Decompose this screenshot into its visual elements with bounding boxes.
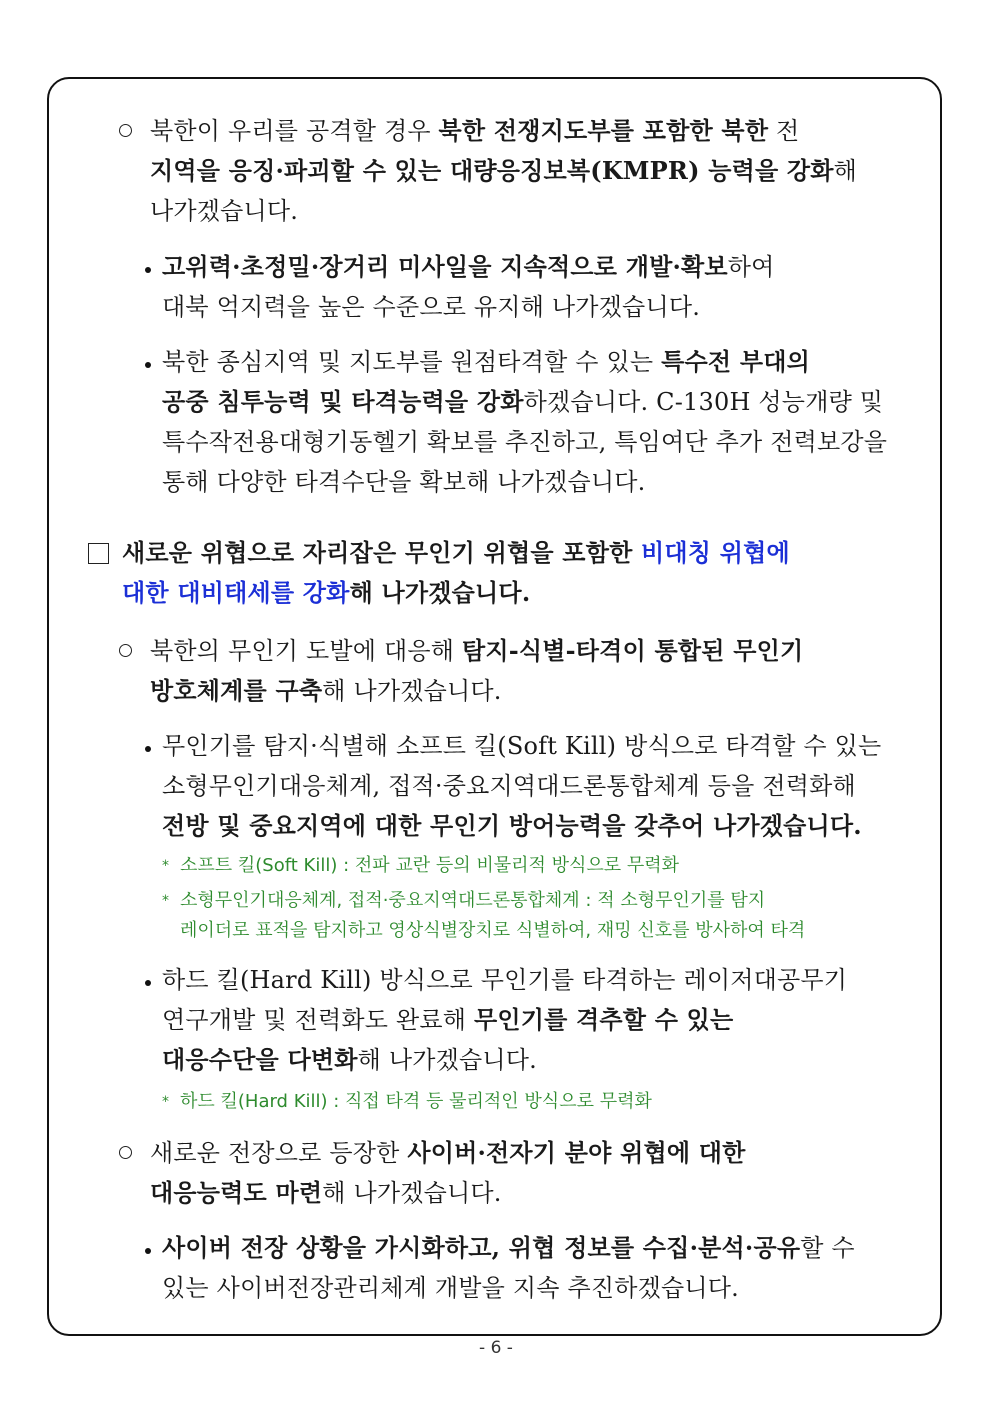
section-heading: 새로운 위협으로 자리잡은 무인기 위협을 포함한 비대칭 위협에: [122, 538, 790, 567]
text-line: 고위력·초정밀·장거리 미사일을 지속적으로 개발·확보하여: [162, 252, 775, 281]
note-text: 소형무인기대응체계, 접적·중요지역대드론통합체계 : 적 소형무인기를 탐지: [180, 890, 766, 911]
text-line: 새로운 전장으로 등장한 사이버·전자기 분야 위협에 대한: [150, 1138, 746, 1167]
text-line: 연구개발 및 전력화도 완료해 무인기를 격추할 수 있는: [162, 1005, 734, 1034]
text-line: 전방 및 중요지역에 대한 무인기 방어능력을 갖추어 나가겠습니다.: [162, 811, 862, 840]
circle-bullet-icon: [119, 124, 132, 137]
text-line: 방호체계를 구축해 나가겠습니다.: [150, 676, 502, 705]
text-line: 북한이 우리를 공격할 경우 북한 전쟁지도부를 포함한 북한 전: [150, 116, 800, 145]
text-line: 대응수단을 다변화해 나가겠습니다.: [162, 1045, 537, 1074]
bullet-dot-icon: [145, 980, 151, 986]
text-line: 대북 억지력을 높은 수준으로 유지해 나가겠습니다.: [162, 293, 701, 321]
text-line: 통해 다양한 타격수단을 확보해 나가겠습니다.: [162, 468, 646, 496]
bullet-dot-icon: [145, 746, 151, 752]
bullet-dot-icon: [145, 362, 151, 368]
text-line: 북한의 무인기 도발에 대응해 탐지-식별-타격이 통합된 무인기: [150, 636, 804, 665]
text-line: 나가겠습니다.: [150, 197, 299, 225]
bullet-dot-icon: [145, 267, 151, 273]
square-bullet-icon: [88, 543, 109, 564]
note-text: 소프트 킬(Soft Kill) : 전파 교란 등의 비물리적 방식으로 무력화: [180, 855, 680, 876]
note-text: 하드 킬(Hard Kill) : 직접 타격 등 물리적인 방식으로 무력화: [180, 1091, 652, 1112]
text-line: 소형무인기대응체계, 접적·중요지역대드론통합체계 등을 전력화해: [162, 772, 856, 800]
bullet-dot-icon: [145, 1248, 151, 1254]
note-asterisk-icon: *: [162, 893, 169, 909]
section-heading: 대한 대비태세를 강화해 나가겠습니다.: [122, 578, 531, 607]
note-text: 레이더로 표적을 탐지하고 영상식별장치로 식별하여, 재밍 신호를 방사하여 타격: [180, 920, 806, 941]
text-line: 공중 침투능력 및 타격능력을 강화하겠습니다. C-130H 성능개량 및: [162, 387, 884, 416]
text-line: 특수작전용대형기동헬기 확보를 추진하고, 특임여단 추가 전력보강을: [162, 428, 888, 456]
note-asterisk-icon: *: [162, 858, 169, 874]
text-line: 대응능력도 마련해 나가겠습니다.: [150, 1178, 502, 1207]
text-line: 지역을 응징·파괴할 수 있는 대량응징보복(KMPR) 능력을 강화해: [150, 156, 858, 185]
text-line: 무인기를 탐지·식별해 소프트 킬(Soft Kill) 방식으로 타격할 수 있는: [162, 732, 882, 760]
circle-bullet-icon: [119, 644, 132, 657]
page-number: - 6 -: [479, 1338, 513, 1358]
circle-bullet-icon: [119, 1146, 132, 1159]
text-line: 사이버 전장 상황을 가시화하고, 위협 정보를 수집·분석·공유할 수: [162, 1233, 855, 1262]
text-line: 북한 종심지역 및 지도부를 원점타격할 수 있는 특수전 부대의: [162, 347, 810, 376]
text-line: 있는 사이버전장관리체계 개발을 지속 추진하겠습니다.: [162, 1274, 739, 1302]
note-asterisk-icon: *: [162, 1094, 169, 1110]
text-line: 하드 킬(Hard Kill) 방식으로 무인기를 타격하는 레이저대공무기: [162, 966, 848, 994]
